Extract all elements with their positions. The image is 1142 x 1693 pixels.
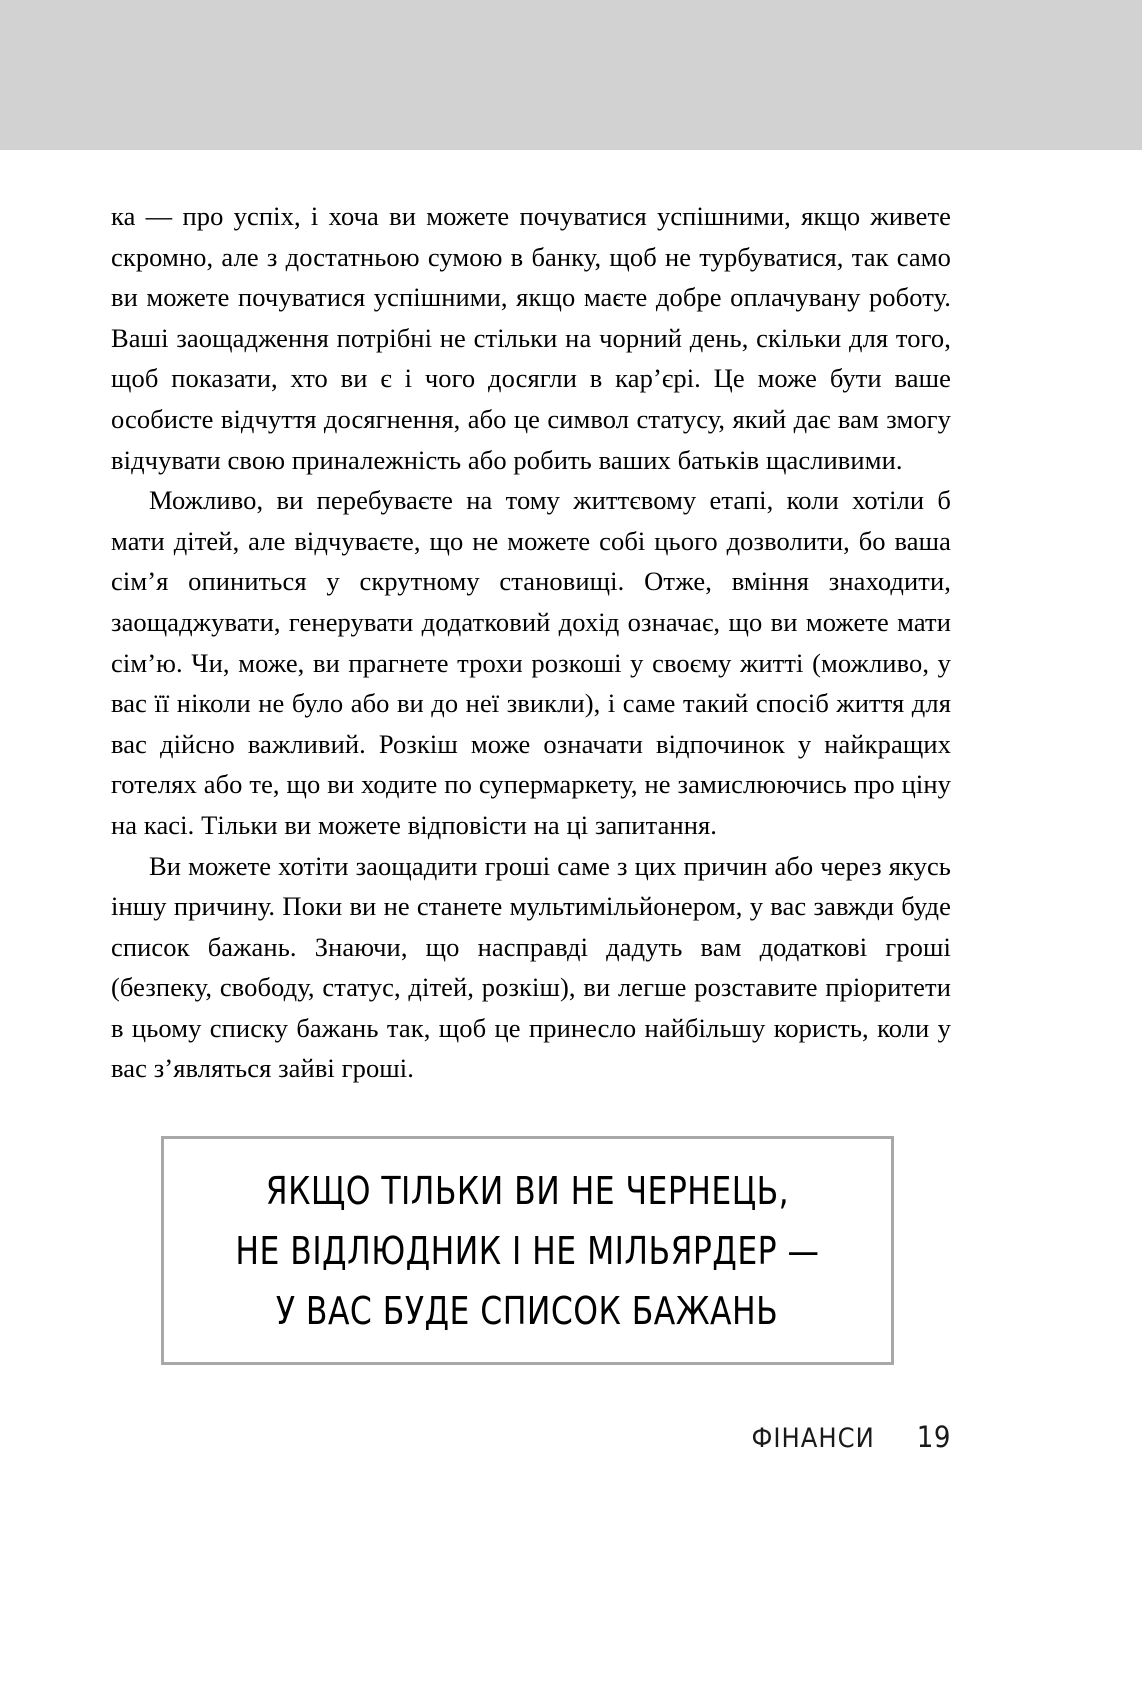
body-paragraph-2: Можливо, ви перебуваєте на тому життєвому етапі, коли хотіли б мати дітей, але відчуваєте, що не можете собі цього дозволити, бо ваша сім’я опиниться у скрутному становищі. Отже, вміння знаходити, заощаджувати, генерувати додатковий дохід означає, що ви можете мати сім’ю. Чи, може, ви прагнете трохи розкоші у своєму житті (можливо, у вас її ніколи не було або ви до неї звикли), і саме такий спосіб життя для вас дійсно важливий. Розкіш може означати відпочинок у найкращих готелях або те, що ви ходите по супермаркету, не замислюючись про ціну на касі. Тільки ви можете відповісти на ці запитання.: [111, 485, 951, 840]
body-paragraph-3: Ви можете хотіти заощадити гроші саме з цих причин або через якусь іншу причину. Поки ви не станете мультимільйонером, у вас завжди буде список бажань. Знаючи, що насправді дадуть вам додаткові гроші (безпеку, свободу, статус, дітей, розкіш), ви легше розставите пріоритети в цьому списку бажань так, щоб це принесло найбільшу користь, коли у вас з’являться зайві гроші.: [111, 850, 951, 1084]
footer-page-number: 19: [916, 1420, 951, 1454]
pull-quote-line-1: ЯКЩО ТІЛЬКИ ВИ НЕ ЧЕРНЕЦЬ,: [265, 1168, 790, 1213]
footer-section-label: ФІНАНСИ: [751, 1423, 875, 1454]
pull-quote-line-3: У ВАС БУДЕ СПИСОК БАЖАНЬ: [276, 1288, 779, 1333]
page-footer: [111, 1420, 951, 1454]
page-header-band: [0, 0, 1142, 150]
pull-quote-box: [161, 1136, 894, 1365]
body-paragraph-1: ка — про успіх, і хоча ви можете почуватися успішними, якщо живете скромно, але з достатньою сумою в банку, щоб не турбуватися, так само ви можете почуватися успішними, якщо маєте добре оплачувану роботу. Ваші заощадження потрібні не стільки на чорний день, скільки для того, щоб показати, хто ви є і чого досягли в кар’єрі. Це може бути ваше особисте відчуття досягнення, або це символ статусу, який дає вам змогу відчувати свою приналежність або робить ваших батьків щасливими.: [111, 201, 951, 475]
pull-quote-line-2: НЕ ВІДЛЮДНИК І НЕ МІЛЬЯРДЕР —: [235, 1228, 820, 1273]
body-text-column: [111, 196, 951, 1089]
